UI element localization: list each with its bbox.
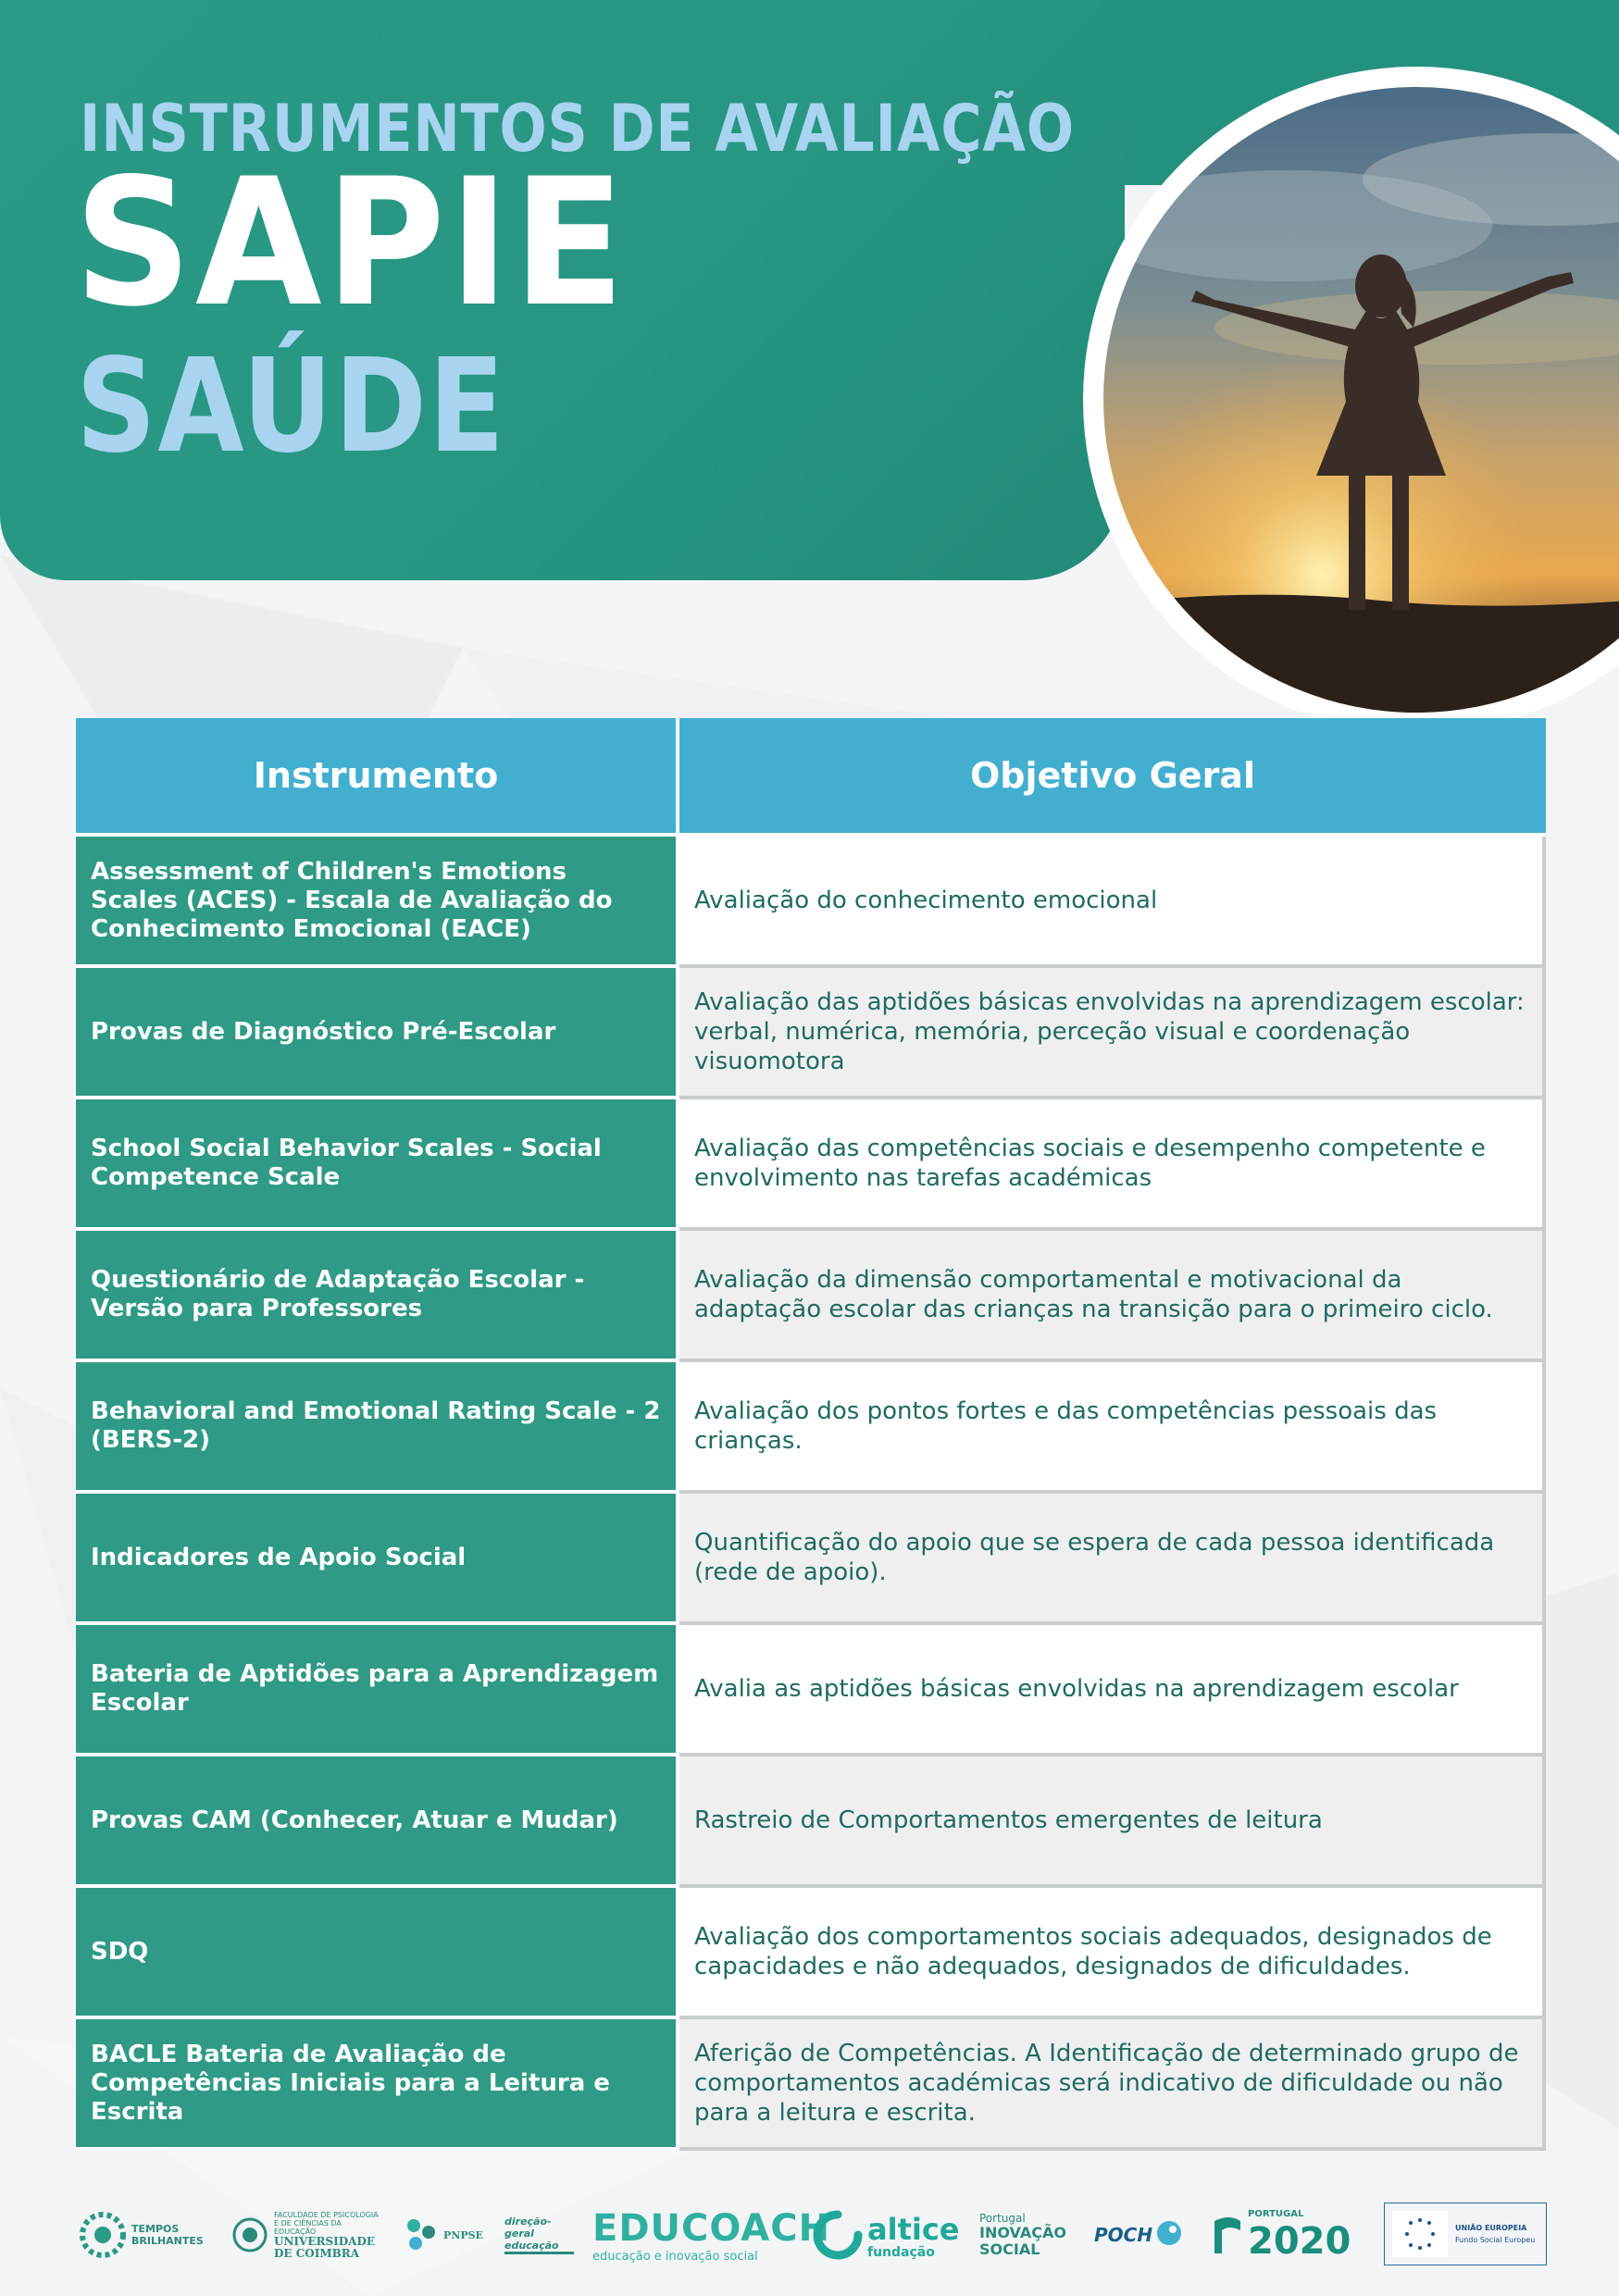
logo-poch	[1094, 2193, 1186, 2277]
tempos-brilhantes-icon	[80, 2212, 126, 2258]
instrument-cell: Bateria de Aptidões para a Aprendizagem Escolar	[76, 1625, 679, 1756]
instrument-cell: School Social Behavior Scales - Social Competence Scale	[76, 1099, 679, 1231]
objective-cell: Avalia as aptidões básicas envolvidas na aprendizagem escolar	[679, 1625, 1546, 1756]
title-sapie: SAPIE	[74, 141, 629, 345]
logo-coimbra	[231, 2193, 385, 2277]
logo-dge	[504, 2193, 574, 2277]
table-row	[76, 837, 1546, 968]
logo-altice	[810, 2193, 960, 2277]
logo-uniao-europeia	[1384, 2203, 1547, 2265]
poch-text: POCH	[1094, 2223, 1153, 2246]
instrument-cell: Indicadores de Apoio Social	[76, 1494, 679, 1625]
instrument-cell: Questionário de Adaptação Escolar - Versão para Professores	[76, 1231, 679, 1362]
table-row	[76, 1625, 1546, 1756]
portugal2020-leaf-icon	[1211, 2212, 1244, 2258]
portugal-text: Portugal	[979, 2211, 1026, 2225]
objective-cell: Aferição de Competências. A Identificação de determinado grupo de comportamentos académicas será indicativo de dificuldade ou não para a leitura e escrita.	[679, 2019, 1546, 2151]
instrument-cell: Provas CAM (Conhecer, Atuar e Mudar)	[76, 1756, 679, 1888]
ue-subtext: Fundo Social Europeu	[1455, 2236, 1536, 2244]
instruments-table	[76, 718, 1546, 2151]
coimbra-faculty-text: FACULDADE DE PSICOLOGIA E DE CIÊNCIAS DA EDUCAÇÃO	[274, 2210, 379, 2236]
educoach-text: EDUCOACH	[592, 2206, 831, 2250]
portugal2020-small-text: PORTUGAL	[1248, 2208, 1304, 2219]
logo-educoach	[592, 2193, 830, 2277]
logo-portugal-inovacao-social	[979, 2193, 1072, 2277]
logo-pnpse	[403, 2193, 483, 2277]
table-row	[76, 1099, 1546, 1231]
eu-flag-icon	[1392, 2211, 1448, 2257]
footer-logos	[0, 2193, 1619, 2286]
table-row	[76, 2019, 1546, 2151]
objective-cell: Avaliação das aptidões básicas envolvidas na aprendizagem escolar: verbal, numérica, memória, perceção visual e coordenação visuomotora	[679, 968, 1546, 1099]
objective-cell: Avaliação da dimensão comportamental e motivacional da adaptação escolar das crianças na transição para o primeiro ciclo.	[679, 1231, 1546, 1362]
objective-cell: Quantificação do apoio que se espera de cada pessoa identificada (rede de apoio).	[679, 1494, 1546, 1625]
pnpse-icon	[403, 2212, 440, 2258]
table-row	[76, 1888, 1546, 2019]
objective-cell: Avaliação das competências sociais e desempenho competente e envolvimento nas tarefas académicas	[679, 1099, 1546, 1231]
coimbra-university-text: UNIVERSIDADE DE COIMBRA	[274, 2234, 376, 2260]
tempos-brilhantes-text: TEMPOS BRILHANTES	[131, 2223, 204, 2247]
instrument-cell: SDQ	[76, 1888, 679, 2019]
altice-icon	[810, 2207, 866, 2263]
logo-tempos-brilhantes	[80, 2193, 215, 2277]
instrument-cell: Assessment of Children's Emotions Scales (ACES) - Escala de Avaliação do Conhecimento Emocional (EACE)	[76, 837, 679, 968]
ue-text: UNIÃO EUROPEIA	[1455, 2224, 1527, 2232]
title-saude: SAÚDE	[76, 331, 506, 482]
objective-cell: Rastreio de Comportamentos emergentes de leitura	[679, 1756, 1546, 1888]
header-objetivo: Objetivo Geral	[679, 718, 1546, 837]
altice-text: altice	[867, 2211, 960, 2247]
table-row	[76, 1362, 1546, 1494]
objective-cell: Avaliação dos pontos fortes e das competências pessoais das crianças.	[679, 1362, 1546, 1494]
table-row	[76, 1231, 1546, 1362]
coimbra-seal-icon	[231, 2212, 268, 2258]
inovacao-social-text: INOVAÇÃO SOCIAL	[979, 2223, 1066, 2258]
table-row	[76, 1494, 1546, 1625]
educoach-subtext: educação e inovação social	[592, 2249, 758, 2264]
table-row	[76, 968, 1546, 1099]
altice-subtext: fundação	[867, 2244, 935, 2260]
header-instrumento: Instrumento	[76, 718, 679, 837]
instrument-cell: Provas de Diagnóstico Pré-Escolar	[76, 968, 679, 1099]
objective-cell: Avaliação dos comportamentos sociais adequados, designados de capacidades e não adequados, designados de dificuldades.	[679, 1888, 1546, 2019]
instrument-cell: Behavioral and Emotional Rating Scale - 2 (BERS-2)	[76, 1362, 679, 1494]
poch-head-icon	[1152, 2216, 1186, 2253]
logo-portugal-2020	[1211, 2193, 1351, 2277]
title-instrumentos: INSTRUMENTOS DE AVALIAÇÃO	[80, 91, 1075, 167]
table-row	[76, 1756, 1546, 1888]
objective-cell: Avaliação do conhecimento emocional	[679, 837, 1546, 968]
instrument-cell: BACLE Bateria de Avaliação de Competências Iniciais para a Leitura e Escrita	[76, 2019, 679, 2151]
dge-text: direção-geral educação	[504, 2215, 574, 2254]
portugal2020-text: 2020	[1248, 2219, 1351, 2263]
pnpse-text: PNPSE	[443, 2228, 483, 2241]
